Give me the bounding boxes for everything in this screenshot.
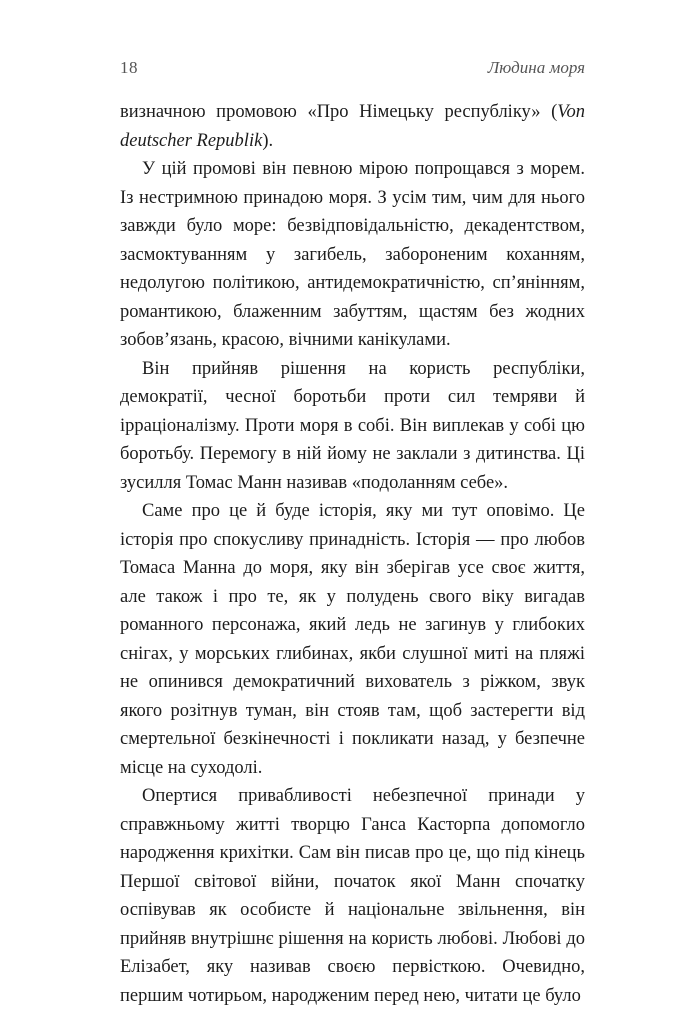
- running-title: Людина моря: [487, 58, 585, 77]
- paragraph: Саме про це й буде історія, яку ми тут оповімо. Це історія про спокусливу принадність. Історія — про любов Томаса Манна до моря, яку він зберігав усе своє життя, але також і про те, як у полудень свого віку вигадав романного персонажа, який ледь не загинув у глибоких снігах, у морських глибинах, якби слушної миті на пляжі не опинився демократичний вихователь з ріжком, звук якого розітнув туман, він стояв там, щоб застерегти від смертельної безкінечності і покликати назад, у безпечне місце на суходолі.: [120, 501, 585, 778]
- paragraph: У цій промові він певною мірою попрощався з морем. Із нестримною принадою моря. З усім тим, чим для нього завжди було море: безвідповідальністю, декадентством, засмоктуванням у загибель, забороненим коханням, недолугою політикою, антидемократичністю, сп’янінням, романтикою, блаженним забуттям, щастям без жодних зобов’язань, красою, вічними канікулами.: [120, 159, 585, 350]
- paragraph: Він прийняв рішення на користь республіки, демократії, чесної боротьби проти сил темряви й ірраціоналізму. Проти моря в собі. Він виплекав у собі цю боротьбу. Перемогу в ній йому не заклали з дитинства. Ці зусилля Томас Манн називав «подоланням себе».: [120, 358, 585, 493]
- paragraph: Опертися привабливості небезпечної принади у справжньому житті творцю Ганса Касторпа допомогло народження крихітки. Сам він писав про це, що під кінець Першої світової війни, початок якої Манн спочатку оспівував як особисте й національне звільнення, він прийняв внутрішнє рішення на користь любові. Любові до Елізабет, яку називав своєю первісткою. Очевидно, першим чотирьом, народженим перед нею, читати це було: [120, 786, 585, 1006]
- page-number: 18: [120, 58, 138, 77]
- paragraph-continuation: [120, 98, 585, 155]
- body-text: [120, 98, 585, 1010]
- paragraph-text: визначною промовою «Про Німецьку республіку» (: [120, 102, 558, 122]
- page-header: [120, 58, 585, 82]
- paragraph-text: ).: [262, 130, 274, 151]
- italic-title: Von deutscher Republik: [120, 102, 585, 151]
